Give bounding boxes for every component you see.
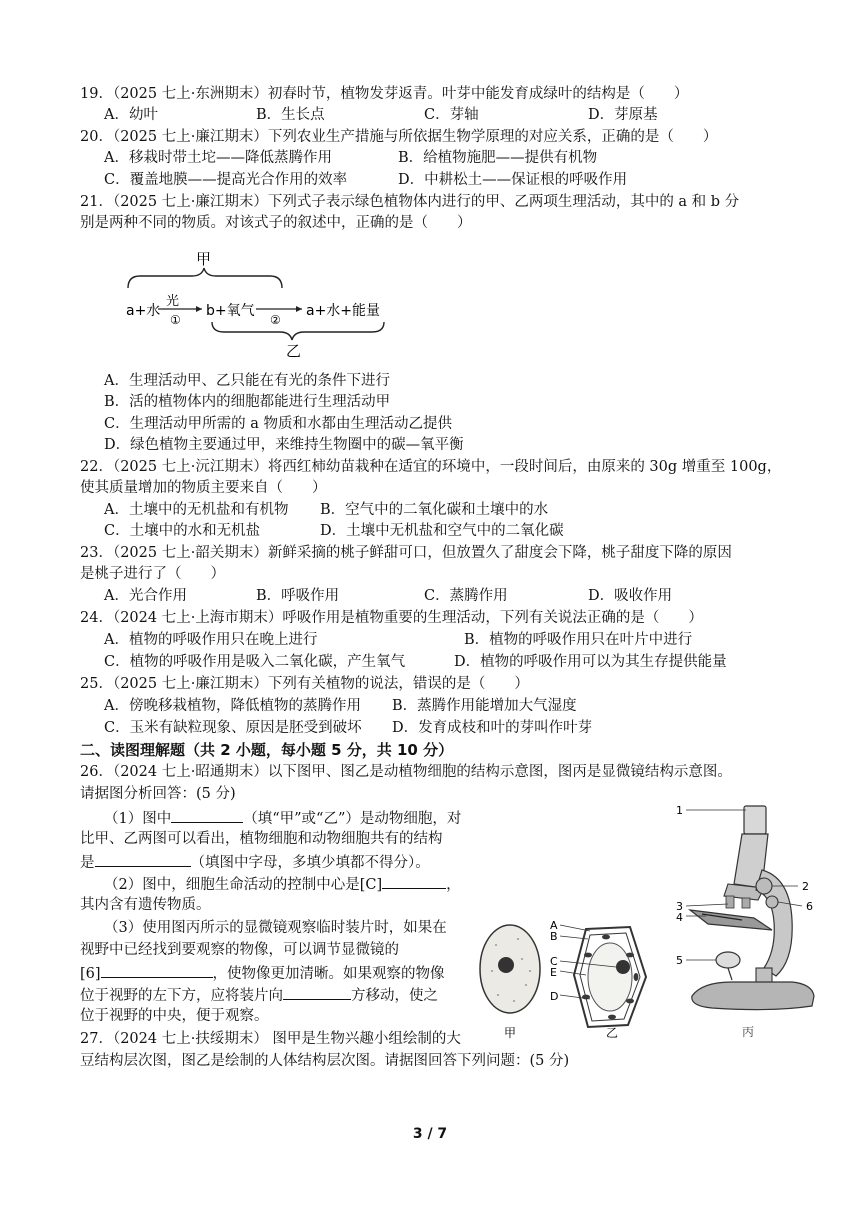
q23-option-b: B．呼吸作用: [256, 588, 340, 604]
q21-stem-line2: 别是两种不同的物质。对该式子的叙述中，正确的是（ ）: [80, 215, 472, 231]
q22-stem-line2: 使其质量增加的物质主要来自（ ）: [80, 480, 327, 496]
cell-fig-yi: 乙: [606, 1026, 619, 1040]
formula-left: a+水: [126, 303, 161, 319]
formula-yi-label: 乙: [286, 342, 302, 358]
microscope-diagram: [672, 800, 832, 1045]
q27-stem-line2: 豆结构层次图，图乙是绘制的人体结构层次图。请据图回答下列问题：(5 分): [80, 1053, 570, 1069]
photosynthesis-respiration-formula: [120, 248, 410, 358]
micro-fig-bing: 丙: [742, 1025, 755, 1039]
q23-stem-line1: 23．（2025 七上·韶关期末）新鲜采摘的桃子鲜甜可口，但放置久了甜度会下降，桃子甜度下降的原因: [80, 545, 732, 561]
q26-part3-line1: （3）使用图丙所示的显微镜观察临时装片时，如果在: [104, 920, 447, 936]
formula-light: 光: [166, 294, 180, 309]
cell-label-b: B: [550, 930, 558, 943]
q19-options: [104, 105, 658, 125]
microscope-eyepiece: [744, 806, 766, 834]
q24-option-a: A．植物的呼吸作用只在晚上进行: [104, 632, 318, 648]
q24-options-row2: [104, 652, 727, 672]
q24-option-b: B．植物的呼吸作用只在叶片中进行: [464, 632, 693, 648]
q20-option-d: D．中耕松土——保证根的呼吸作用: [398, 172, 628, 188]
q26-blank-4[interactable]: [101, 962, 213, 978]
q25-option-d: D．发育成枝和叶的芽叫作叶芽: [392, 720, 593, 736]
q26-stem-line1: 26．（2024 七上·昭通期末）以下图甲、图乙是动植物细胞的结构示意图，图丙是显微镜结构示意图。: [80, 764, 732, 780]
formula-jia-label: 甲: [196, 250, 212, 268]
section-2-heading: 二、读图理解题（共 2 小题，每小题 5 分，共 10 分）: [80, 741, 454, 759]
q25-option-c: C．玉米有缺粒现象、原因是胚受到破坏: [104, 720, 362, 736]
q26-part2-line2: 其内含有遗传物质。: [80, 897, 211, 913]
cell-label-e: E: [550, 966, 557, 979]
q25-options-row1: [104, 696, 577, 716]
q26-blank-3[interactable]: [382, 873, 446, 889]
cell-fig-jia: 甲: [504, 1026, 517, 1040]
q26-blank-5[interactable]: [283, 984, 351, 1000]
q20-option-b: B．给植物施肥——提供有机物: [398, 150, 598, 166]
microscope-objective-2: [742, 898, 750, 908]
micro-label-3: 3: [676, 900, 683, 913]
q21-option-a: A．生理活动甲、乙只能在有光的条件下进行: [104, 373, 390, 389]
formula-circle-2: ②: [270, 313, 281, 327]
q26-part2-line1: （2）图中，细胞生命活动的控制中心是[C] ，: [104, 873, 461, 895]
q24-option-d: D．植物的呼吸作用可以为其生存提供能量: [454, 654, 727, 670]
micro-label-1: 1: [676, 804, 683, 817]
microscope-base: [692, 982, 814, 1010]
q19-option-c: C．芽轴: [424, 107, 479, 123]
formula-mid: b+氧气: [206, 303, 255, 319]
q25-option-a: A．傍晚移栽植物，降低植物的蒸腾作用: [104, 698, 361, 714]
q21-option-d: D．绿色植物主要通过甲，来维持生物圈中的碳—氧平衡: [104, 437, 464, 453]
q26-part1-line1: （1）图中 （填“甲”或“乙”）是动物细胞，对: [104, 807, 461, 829]
coarse-focus-knob: [756, 878, 772, 894]
q26-part3-line2: 视野中已经找到要观察的物像，可以调节显微镜的: [80, 942, 399, 958]
q26-part1-line2: 比甲、乙两图可以看出，植物细胞和动物细胞共有的结构: [80, 831, 443, 847]
micro-label-2: 2: [802, 880, 809, 893]
cell-label-a: A: [550, 919, 558, 932]
micro-label-5: 5: [676, 954, 683, 967]
formula-right: a+水+能量: [306, 303, 381, 319]
q20-stem: 20．（2025 七上·廉江期末）下列农业生产措施与所依据生物学原理的对应关系，正确的是（ ）: [80, 129, 718, 145]
q19-option-d: D．芽原基: [588, 107, 658, 123]
animal-cell-nucleus: [498, 957, 514, 973]
q19-option-b: B．生长点: [256, 107, 325, 123]
q22-option-d: D．土壤中无机盐和空气中的二氧化碳: [320, 523, 564, 539]
q26-part1-line3: 是 （填图中字母，多填少填都不得分）。: [80, 851, 430, 873]
q22-option-c: C．土壤中的水和无机盐: [104, 523, 261, 539]
q19-stem: 19．（2025 七上·东洲期末）初春时节，植物发芽返青。叶芽中能发育成绿叶的结构是（ ）: [80, 86, 689, 102]
q19-option-a: A．幼叶: [104, 107, 158, 123]
q25-stem: 25．（2025 七上·廉江期末）下列有关植物的说法，错误的是（ ）: [80, 676, 529, 692]
fine-focus-knob: [766, 896, 778, 908]
plant-cell-nucleus: [616, 960, 630, 974]
q24-options-row1: [104, 630, 692, 650]
q23-option-d: D．吸收作用: [588, 588, 673, 604]
q27-stem-line1: 27．（2024 七上·扶绥期末） 图甲是生物兴趣小组绘制的大: [80, 1031, 461, 1047]
q20-option-c: C．覆盖地膜——提高光合作用的效率: [104, 172, 348, 188]
q23-stem-line2: 是桃子进行了（ ）: [80, 566, 225, 582]
page-number: 3 / 7: [412, 1126, 448, 1142]
formula-circle-1: ①: [170, 313, 181, 327]
q25-options-row2: [104, 718, 592, 738]
microscope-objective-1: [726, 896, 734, 908]
micro-label-6: 6: [806, 900, 813, 913]
plant-cell-vacuole: [588, 943, 632, 1011]
q26-blank-1[interactable]: [171, 807, 243, 823]
q23-option-c: C．蒸腾作用: [424, 588, 508, 604]
q26-blank-2[interactable]: [95, 851, 191, 867]
q22-options-row1: [104, 500, 548, 520]
q22-stem-line1: 22．（2025 七上·沅江期末）将西红柿幼苗栽种在适宜的环境中，一段时间后，由原来的 30g 增重至 100g，: [80, 459, 782, 475]
q22-option-b: B．空气中的二氧化碳和土壤中的水: [320, 502, 549, 518]
microscope-stage: [690, 910, 772, 930]
cell-structure-diagram: [478, 915, 668, 1045]
q23-option-a: A．光合作用: [104, 588, 187, 604]
cell-label-c: C: [550, 955, 558, 968]
micro-label-4: 4: [676, 911, 683, 924]
q25-option-b: B．蒸腾作用能增加大气湿度: [392, 698, 577, 714]
q22-option-a: A．土壤中的无机盐和有机物: [104, 502, 289, 518]
microscope-mirror: [716, 952, 740, 968]
q21-option-c: C．生理活动甲所需的 a 物质和水都由生理活动乙提供: [104, 416, 452, 432]
q23-options: [104, 586, 672, 606]
q24-stem: 24．（2024 七上·上海市期末）呼吸作用是植物重要的生理活动，下列有关说法正确的是（ ）: [80, 610, 703, 626]
q20-option-a: A．移栽时带土坨——降低蒸腾作用: [104, 150, 332, 166]
q26-part3-line5: 位于视野的中央，便于观察。: [80, 1008, 269, 1024]
q22-options-row2: [104, 521, 564, 541]
q21-option-b: B．活的植物体内的细胞都能进行生理活动甲: [104, 394, 391, 410]
q26-stem-line2: 请据图分析回答：(5 分): [80, 786, 236, 802]
q24-option-c: C．植物的呼吸作用是吸入二氧化碳，产生氧气: [104, 654, 406, 670]
q26-part3-line3: [6] ，使物像更加清晰。如果观察的物像: [80, 962, 445, 984]
q20-options-row2: [104, 170, 627, 190]
q26-part3-line4: 位于视野的左下方，应将装片向 方移动，使之: [80, 984, 438, 1006]
q20-options-row1: [104, 148, 597, 168]
cell-label-d: D: [550, 990, 559, 1003]
q21-stem-line1: 21．（2025 七上·廉江期末）下列式子表示绿色植物体内进行的甲、乙两项生理活动，其中的 a 和 b 分: [80, 194, 740, 210]
